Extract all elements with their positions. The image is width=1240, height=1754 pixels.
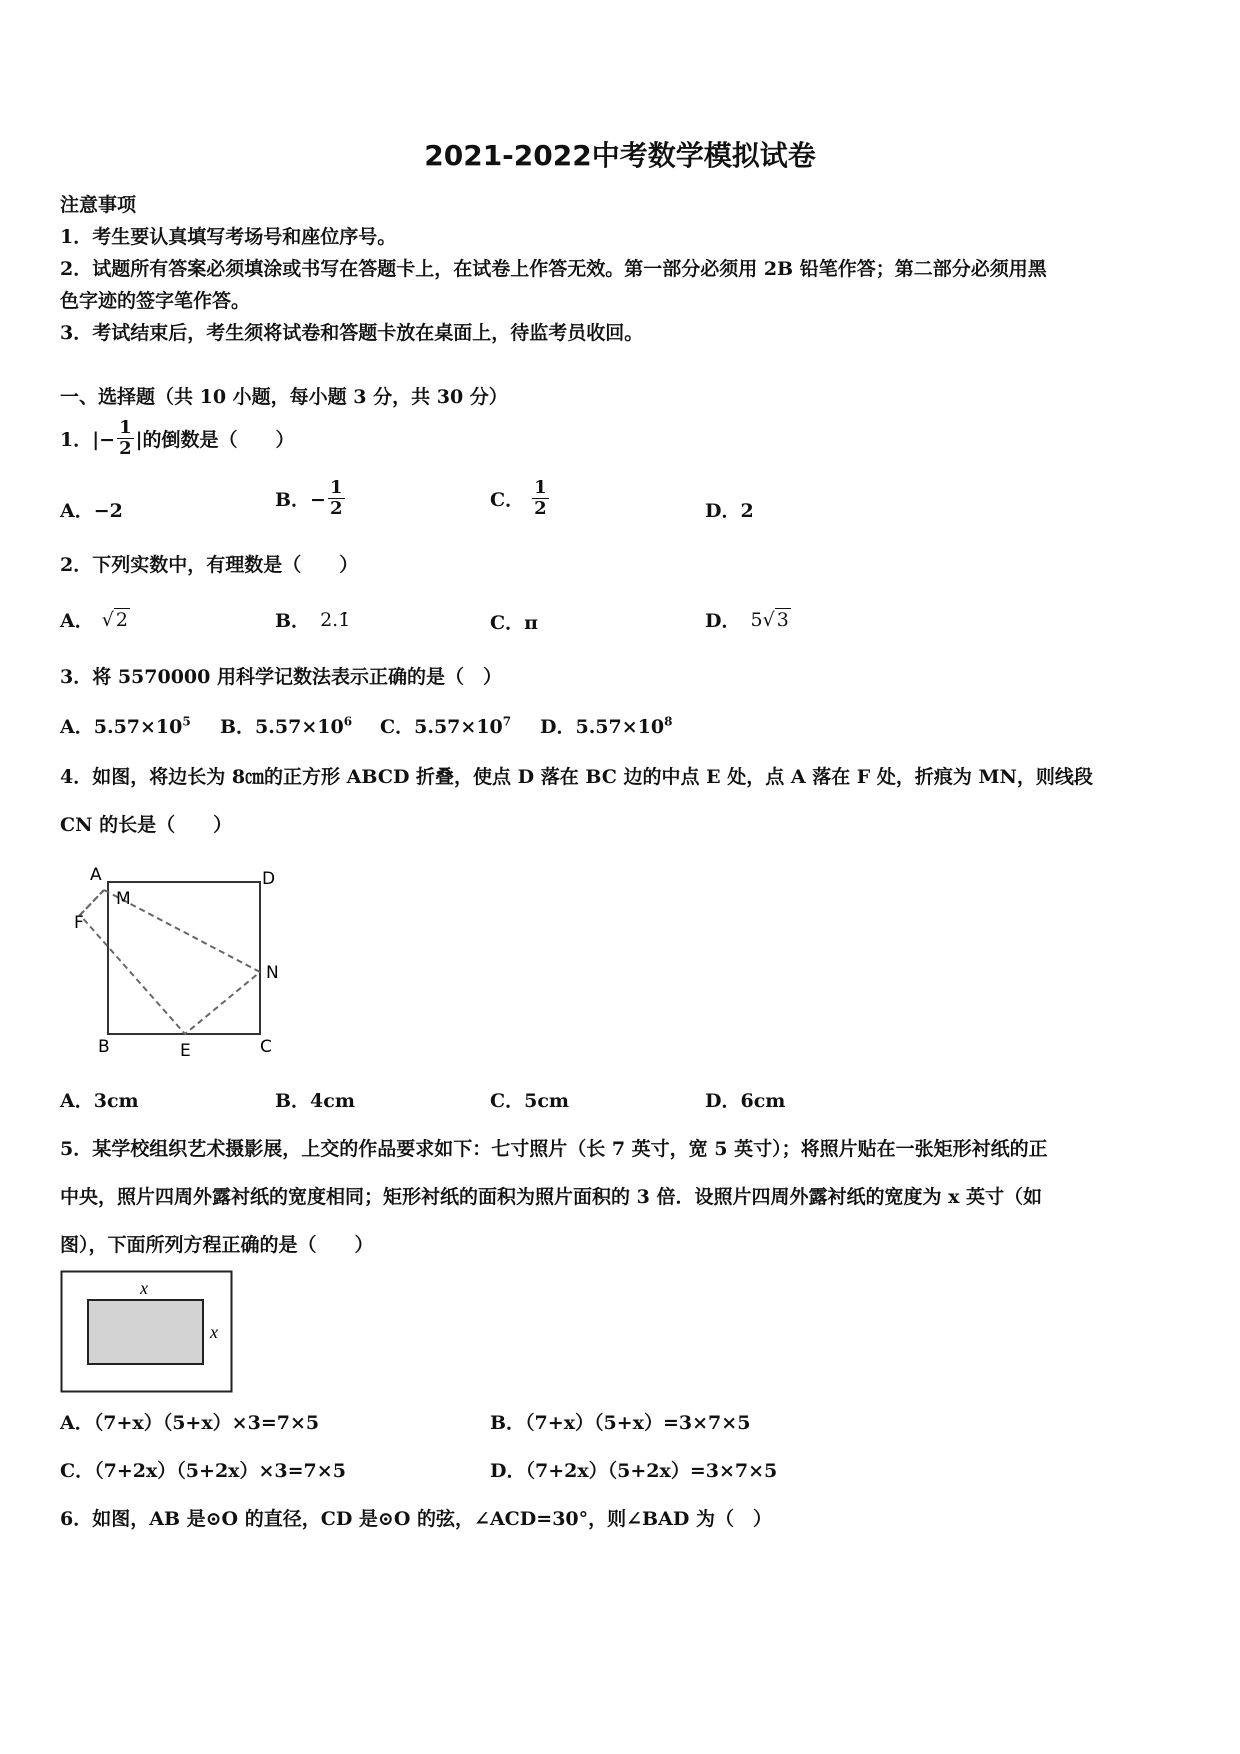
label-c: C <box>260 1037 272 1057</box>
question-6-stem: 6．如图，AB 是⊙O 的直径，CD 是⊙O 的弦，∠ACD=30°，则∠BAD 为（ ） <box>60 1508 772 1530</box>
question-5-line3: 图），下面所列方程正确的是（ ） <box>60 1234 374 1256</box>
label-e: E <box>180 1041 191 1061</box>
question-5-line2: 中央，照片四周外露衬纸的宽度相同；矩形衬纸的面积为照片面积的 3 倍．设照片四周外露衬纸的宽度为 x 英寸（如 <box>60 1186 1043 1208</box>
q2-option-b <box>275 606 350 633</box>
label-b: B <box>98 1037 110 1057</box>
sqrt-sign: √ <box>101 608 114 631</box>
notice-item: 2．试题所有答案必须填涂或书写在答题卡上，在试卷上作答无效。第一部分必须用 2B 铅笔作答；第二部分必须用黑 <box>60 258 1047 280</box>
q1-frac-num: 1 <box>119 417 132 438</box>
question-2-stem: 2．下列实数中，有理数是（ ） <box>60 554 359 576</box>
q3-option-c-exp: 7 <box>502 714 512 729</box>
q4-option-c: C．5cm <box>490 1090 570 1112</box>
q2-option-d <box>705 606 791 633</box>
question-3-stem: 3．将 5570000 用科学记数法表示正确的是（ ） <box>60 666 502 688</box>
q3-option-b <box>220 712 352 739</box>
q1-option-c-prefix: C． <box>490 489 525 511</box>
label-x-top: x <box>140 1278 148 1298</box>
label-n: N <box>266 963 279 983</box>
q2-option-d-radicand: 3 <box>776 609 789 631</box>
notice-item: 1．考生要认真填写考场号和座位序号。 <box>60 226 397 248</box>
sqrt-sign: √ <box>762 608 775 631</box>
photo <box>88 1300 203 1364</box>
section-heading: 一、选择题（共 10 小题，每小题 3 分，共 30 分） <box>60 386 508 408</box>
q1-frac-den: 2 <box>119 438 132 459</box>
q2-option-a-prefix: A． <box>60 610 94 632</box>
q1-option-b-den: 2 <box>329 498 343 519</box>
notice-item: 色字迹的签字笔作答。 <box>60 290 251 312</box>
q1-option-a: A．−2 <box>60 500 123 522</box>
q1-option-b-fraction <box>328 478 345 519</box>
q3-option-a-label: A．5.57×10 <box>60 716 183 738</box>
q2-option-b-value: 2.1̇ <box>320 608 351 631</box>
question-4-line2: CN 的长是（ ） <box>60 814 233 836</box>
q5-option-b: B．（7+x）（5+x）=3×7×5 <box>490 1412 751 1434</box>
q1-option-c-den: 2 <box>534 498 547 519</box>
q4-option-b: B．4cm <box>275 1090 355 1112</box>
q4-option-a: A．3cm <box>60 1090 139 1112</box>
q1-option-c-num: 1 <box>534 477 547 498</box>
q2-option-a <box>60 606 130 633</box>
q3-option-d-label: D．5.57×10 <box>540 716 665 738</box>
label-m: M <box>116 889 131 909</box>
q5-option-d: D．（7+2x）（5+2x）=3×7×5 <box>490 1460 778 1482</box>
q3-option-c-label: C．5.57×10 <box>380 716 503 738</box>
q3-option-d <box>540 712 672 739</box>
q2-option-d-prefix: D． <box>705 610 741 632</box>
label-x-right: x <box>210 1322 218 1342</box>
question-1-stem <box>60 418 295 459</box>
q1-prefix: 1．|− <box>60 429 116 451</box>
q4-figure <box>70 862 300 1062</box>
q2-option-d-coef: 5 <box>750 608 763 631</box>
q3-option-b-label: B．5.57×10 <box>220 716 344 738</box>
q5-option-c: C．（7+2x）（5+2x）×3=7×5 <box>60 1460 346 1482</box>
q3-option-c <box>380 712 511 739</box>
q2-option-a-radicand: 2 <box>115 609 128 631</box>
page-title: 2021-2022中考数学模拟试卷 <box>424 139 816 172</box>
q1-suffix: |的倒数是（ ） <box>135 429 295 451</box>
notice-item: 3．考试结束后，考生须将试卷和答题卡放在桌面上，待监考员收回。 <box>60 322 644 344</box>
q2-option-c: C．π <box>490 612 539 634</box>
q1-option-b-num: 1 <box>329 477 343 498</box>
q5-option-a: A．（7+x）（5+x）×3=7×5 <box>60 1412 320 1434</box>
label-f: F <box>74 913 84 933</box>
label-a: A <box>90 865 102 885</box>
question-5-line1: 5．某学校组织艺术摄影展，上交的作品要求如下：七寸照片（长 7 英寸，宽 5 英寸）；将照片贴在一张矩形衬纸的正 <box>60 1138 1048 1160</box>
q1-option-b <box>275 478 347 519</box>
q3-option-d-exp: 8 <box>664 714 673 729</box>
q3-option-b-exp: 6 <box>343 714 353 729</box>
q1-option-c-fraction <box>532 478 549 519</box>
q3-option-a-exp: 5 <box>182 714 191 729</box>
q1-option-b-prefix: B．− <box>275 489 326 511</box>
q5-figure <box>60 1270 236 1396</box>
q1-option-c <box>490 478 551 519</box>
q1-option-d: D．2 <box>705 500 754 522</box>
notice-heading: 注意事项 <box>60 194 137 216</box>
q4-option-d: D．6cm <box>705 1090 786 1112</box>
q3-option-a <box>60 712 191 739</box>
q1-fraction <box>117 418 134 459</box>
q2-option-b-prefix: B． <box>275 610 311 632</box>
question-4-line1: 4．如图，将边长为 8㎝的正方形 ABCD 折叠，使点 D 落在 BC 边的中点 E 处，点 A 落在 F 处，折痕为 MN，则线段 <box>60 766 1093 788</box>
label-d: D <box>262 869 276 889</box>
